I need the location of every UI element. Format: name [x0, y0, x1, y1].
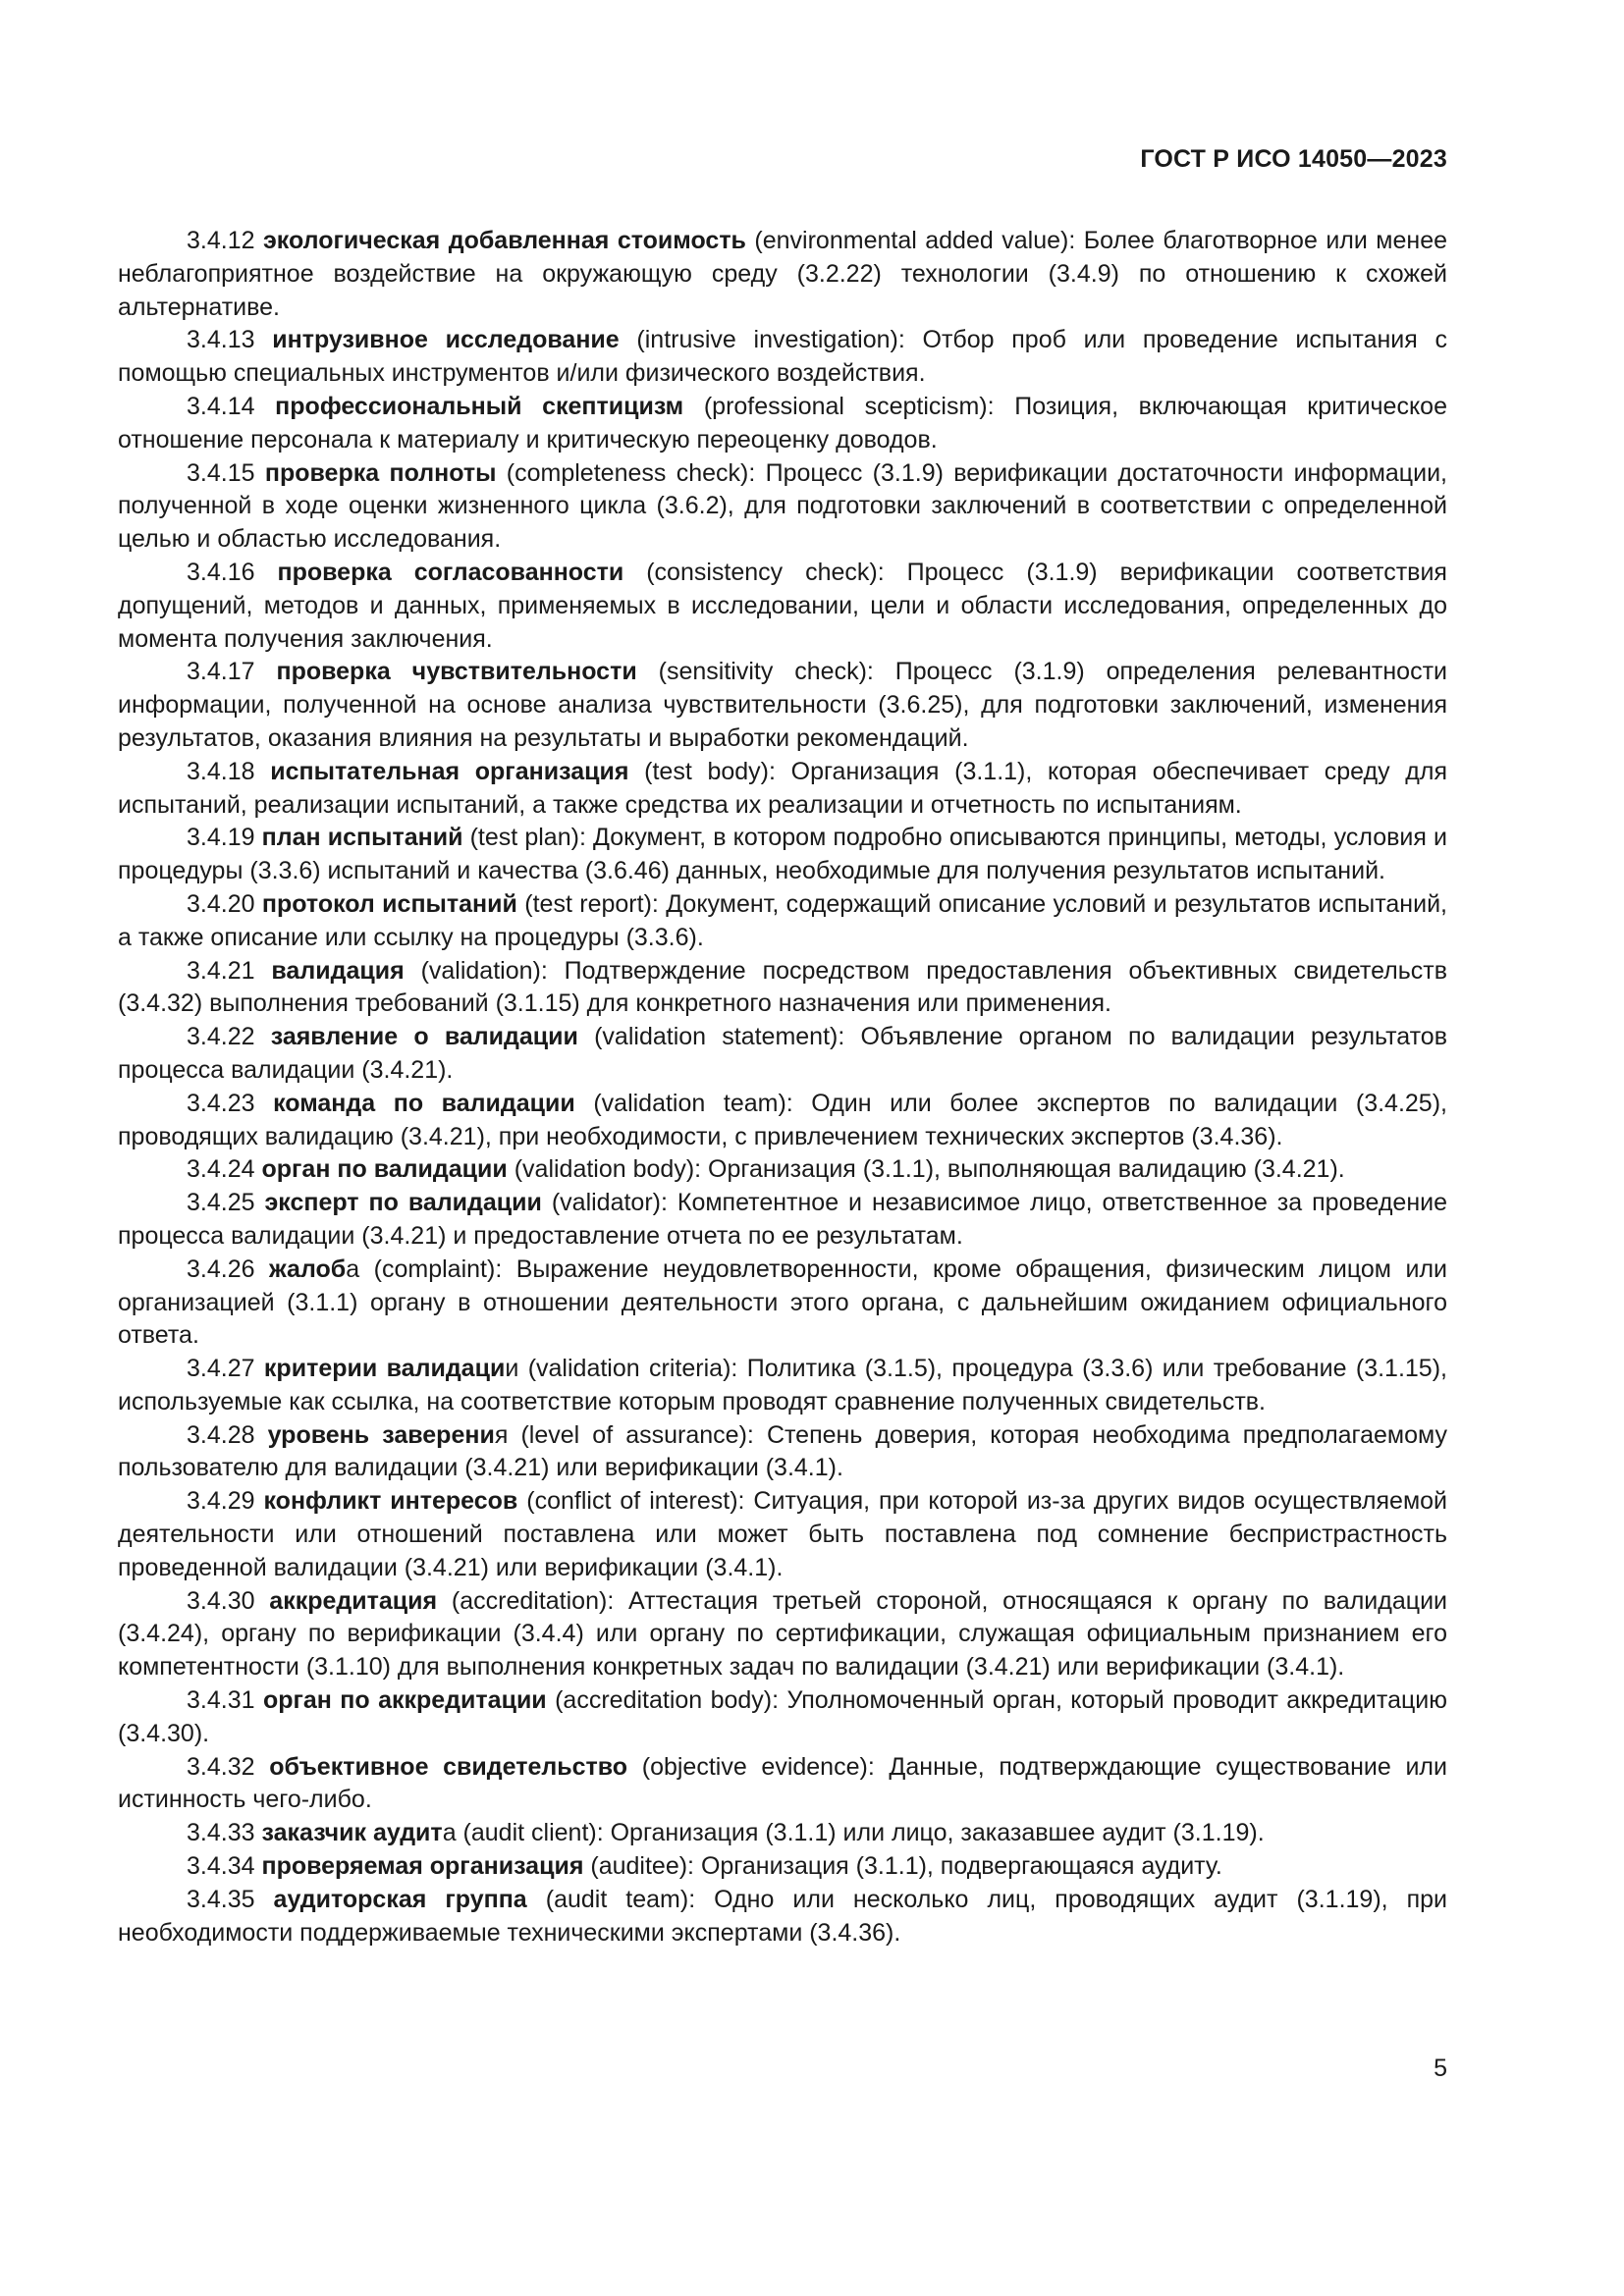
term-entry [118, 656, 1447, 755]
term-number: 3.4.28 [187, 1420, 255, 1449]
term-english: (test report) [524, 889, 652, 918]
term-name: план испытаний [261, 824, 463, 852]
term-suffix: а [442, 1819, 457, 1847]
term-english: (validation body) [514, 1155, 695, 1184]
term-english: (conflict of interest) [526, 1487, 738, 1516]
term-number: 3.4.14 [187, 392, 255, 420]
term-entry [118, 1850, 1447, 1884]
term-number: 3.4.17 [187, 658, 255, 686]
term-definition: : Документ, в котором подробно описываются принципы, методы, условия и процедуры (3.3.6) испытаний и качества (3.6.46) данных, необходимые для получения результатов испытаний. [118, 824, 1447, 885]
term-name: профессиональный скептицизм [275, 392, 684, 420]
term-entry [118, 1187, 1447, 1254]
term-number: 3.4.12 [187, 227, 255, 254]
term-number: 3.4.34 [187, 1852, 255, 1881]
term-number: 3.4.19 [187, 824, 255, 852]
term-number: 3.4.15 [187, 458, 255, 487]
term-definition: : Процесс (3.1.9) верификации соответствия допущений, методов и данных, применяемых в исследовании, цели и области исследования, определенных до момента получения заключения. [118, 558, 1447, 653]
term-name: орган по валидации [261, 1155, 508, 1184]
term-number: 3.4.16 [187, 558, 255, 586]
term-entry [118, 1884, 1447, 1950]
term-entry [118, 557, 1447, 656]
term-definition: : Отбор проб или проведение испытания с помощью специальных инструментов и/или физического воздействия. [118, 326, 1447, 388]
term-number: 3.4.18 [187, 757, 255, 785]
term-english: (level of assurance) [520, 1420, 747, 1449]
term-english: (validator) [551, 1189, 661, 1217]
term-entry [118, 1254, 1447, 1353]
term-name: проверка чувствительности [276, 658, 637, 686]
term-english: (validation) [420, 956, 541, 985]
term-definition: : Степень доверия, которая необходима предполагаемому пользователю для валидации (3.4.21) или верификации (3.4.1). [118, 1420, 1447, 1482]
term-number: 3.4.26 [187, 1255, 255, 1283]
term-number: 3.4.23 [187, 1089, 255, 1117]
term-english: (audit team) [545, 1885, 689, 1913]
term-english: (professional scepticism) [703, 392, 988, 420]
terms-list [118, 225, 1447, 1949]
term-name: объективное свидетельство [269, 1752, 628, 1781]
term-number: 3.4.32 [187, 1752, 255, 1781]
term-number: 3.4.31 [187, 1686, 255, 1715]
term-definition: : Подтверждение посредством предоставления объективных свидетельств (3.4.32) выполнения требований (3.1.15) для конкретного назначения или применения. [118, 956, 1447, 1018]
term-english: (validation criteria) [527, 1355, 731, 1383]
term-name: аккредитация [269, 1586, 438, 1615]
term-definition: : Политика (3.1.5), процедура (3.3.6) или требование (3.1.15), используемые как ссылка, на соответствие которым проводят сравнение полученных свидетельств. [118, 1355, 1447, 1415]
term-number: 3.4.30 [187, 1586, 255, 1615]
term-definition: : Более благотворное или менее неблагоприятное воздействие на окружающую среду (3.2.22) технологии (3.4.9) по отношению к схожей альтернативе. [118, 227, 1448, 321]
term-english: (validation team) [593, 1089, 786, 1117]
term-english: (audit client) [462, 1819, 597, 1847]
term-definition: : Организация (3.1.1), которая обеспечивает среду для испытаний, реализации испытаний, а также средства их реализации и отчетность по испытаниям. [118, 757, 1448, 819]
document-header: ГОСТ Р ИСО 14050—2023 [1140, 145, 1447, 173]
term-name: жалоб [269, 1255, 347, 1283]
term-name: испытательная организация [270, 757, 629, 785]
term-entry [118, 1021, 1447, 1088]
term-entry [118, 225, 1447, 324]
term-entry [118, 756, 1447, 823]
term-entry [118, 955, 1447, 1022]
term-english: (validation statement) [594, 1023, 839, 1051]
term-entry [118, 1153, 1447, 1187]
term-number: 3.4.22 [187, 1023, 255, 1051]
term-english: (accreditation) [451, 1586, 608, 1615]
term-number: 3.4.20 [187, 889, 255, 918]
term-suffix: и [505, 1355, 519, 1383]
term-entry [118, 1485, 1447, 1584]
term-entry [118, 1684, 1447, 1751]
term-entry [118, 1419, 1447, 1486]
term-entry [118, 1088, 1447, 1154]
term-name: экологическая добавленная стоимость [263, 227, 746, 254]
term-name: уровень заверени [267, 1420, 495, 1449]
term-number: 3.4.33 [187, 1819, 255, 1847]
term-english: (intrusive investigation) [636, 326, 898, 354]
term-name: протокол испытаний [261, 889, 517, 918]
term-name: заявление о валидации [270, 1023, 578, 1051]
term-definition: : Аттестация третьей стороной, относящаяся к органу по валидации (3.4.24), органу по верификации (3.4.4) или органу по сертификации, служащая официальным признанием его компетентности (3.1.10) для выполнения конкретных задач по валидации (3.4.21) или верификации (3.4.1). [118, 1586, 1448, 1682]
term-entry [118, 1751, 1447, 1818]
term-definition: : Компетентное и независимое лицо, ответственное за проведение процесса валидации (3.4.21) и предоставление отчета по ее результатам. [118, 1189, 1447, 1250]
term-english: (accreditation body) [555, 1686, 773, 1715]
term-entry [118, 1353, 1447, 1419]
term-definition: : Процесс (3.1.9) верификации достаточности информации, полученной в ходе оценки жизненного цикла (3.6.2), для подготовки заключений в соответствии с определенной целью и областью исследования. [118, 458, 1448, 554]
term-name: критерии валидаци [263, 1355, 506, 1383]
term-definition: : Документ, содержащий описание условий и результатов испытаний, а также описание или ссылку на процедуры (3.3.6). [118, 889, 1447, 951]
term-name: проверка полноты [264, 458, 497, 487]
term-definition: : Уполномоченный орган, который проводит аккредитацию (3.4.30). [118, 1686, 1448, 1747]
term-definition: : Организация (3.1.1), подвергающаяся аудиту. [687, 1852, 1222, 1881]
term-number: 3.4.27 [187, 1355, 255, 1383]
term-definition: : Организация (3.1.1), выполняющая валидацию (3.4.21). [694, 1155, 1345, 1184]
term-number: 3.4.35 [187, 1885, 255, 1913]
term-english: (consistency check) [646, 558, 878, 586]
term-english: (test body) [644, 757, 769, 785]
term-number: 3.4.13 [187, 326, 255, 354]
term-name: эксперт по валидации [264, 1189, 542, 1217]
term-name: проверяемая организация [261, 1852, 584, 1881]
term-suffix: я [494, 1420, 509, 1449]
term-definition: : Процесс (3.1.9) определения релевантности информации, полученной на основе анализа чувствительности (3.6.25), для подготовки заключений, изменения результатов, оказания влияния на результаты и выработки рекомендаций. [118, 658, 1447, 752]
term-name: заказчик аудит [261, 1819, 443, 1847]
term-english: (auditee) [590, 1852, 688, 1881]
term-name: команда по валидации [273, 1089, 575, 1117]
term-name: проверка согласованности [277, 558, 624, 586]
term-definition: : Позиция, включающая критическое отношение персонала к материалу и критическую переоценку доводов. [118, 392, 1447, 454]
term-definition: : Ситуация, при которой из-за других видов осуществляемой деятельности или отношений поставлена или может быть поставлена под сомнение беспристрастность проведенной валидации (3.4.21) или верификации (3.4.1). [118, 1487, 1447, 1581]
term-entry [118, 1817, 1447, 1850]
term-number: 3.4.29 [187, 1487, 255, 1516]
term-number: 3.4.21 [187, 956, 255, 985]
term-name: орган по аккредитации [262, 1686, 547, 1715]
term-entry [118, 1585, 1447, 1684]
term-english: (complaint) [373, 1255, 496, 1283]
term-definition: : Организация (3.1.1) или лицо, заказавшее аудит (3.1.19). [596, 1819, 1265, 1847]
term-name: валидация [271, 956, 405, 985]
term-english: (objective evidence) [641, 1752, 868, 1781]
term-english: (environmental added value) [754, 227, 1069, 254]
term-definition: : Данные, подтверждающие существование или истинность чего-либо. [118, 1752, 1447, 1814]
term-suffix: а [346, 1255, 360, 1283]
term-name: интрузивное исследование [272, 326, 620, 354]
term-number: 3.4.25 [187, 1189, 255, 1217]
term-entry [118, 888, 1447, 955]
term-entry [118, 391, 1447, 457]
term-english: (completeness check) [506, 458, 749, 487]
term-number: 3.4.24 [187, 1155, 255, 1184]
term-entry [118, 457, 1447, 557]
term-definition: : Выражение неудовлетворенности, кроме обращения, физическим лицом или организацией (3.1.1) органу в отношении деятельности этого органа, с дальнейшим ожиданием официального ответа. [118, 1255, 1448, 1350]
term-english: (test plan) [469, 824, 579, 852]
term-entry [118, 822, 1447, 888]
term-definition: : Один или более экспертов по валидации (3.4.25), проводящих валидацию (3.4.21), при необходимости, с привлечением технических экспертов (3.4.36). [118, 1089, 1447, 1150]
term-name: конфликт интересов [263, 1487, 518, 1516]
term-english: (sensitivity check) [658, 658, 867, 686]
term-name: аудиторская группа [273, 1885, 527, 1913]
term-definition: : Одно или несколько лиц, проводящих аудит (3.1.19), при необходимости поддерживаемые техническими экспертами (3.4.36). [118, 1885, 1448, 1947]
term-definition: : Объявление органом по валидации результатов процесса валидации (3.4.21). [118, 1023, 1447, 1084]
page-number: 5 [1434, 2055, 1447, 2082]
term-entry [118, 324, 1447, 391]
